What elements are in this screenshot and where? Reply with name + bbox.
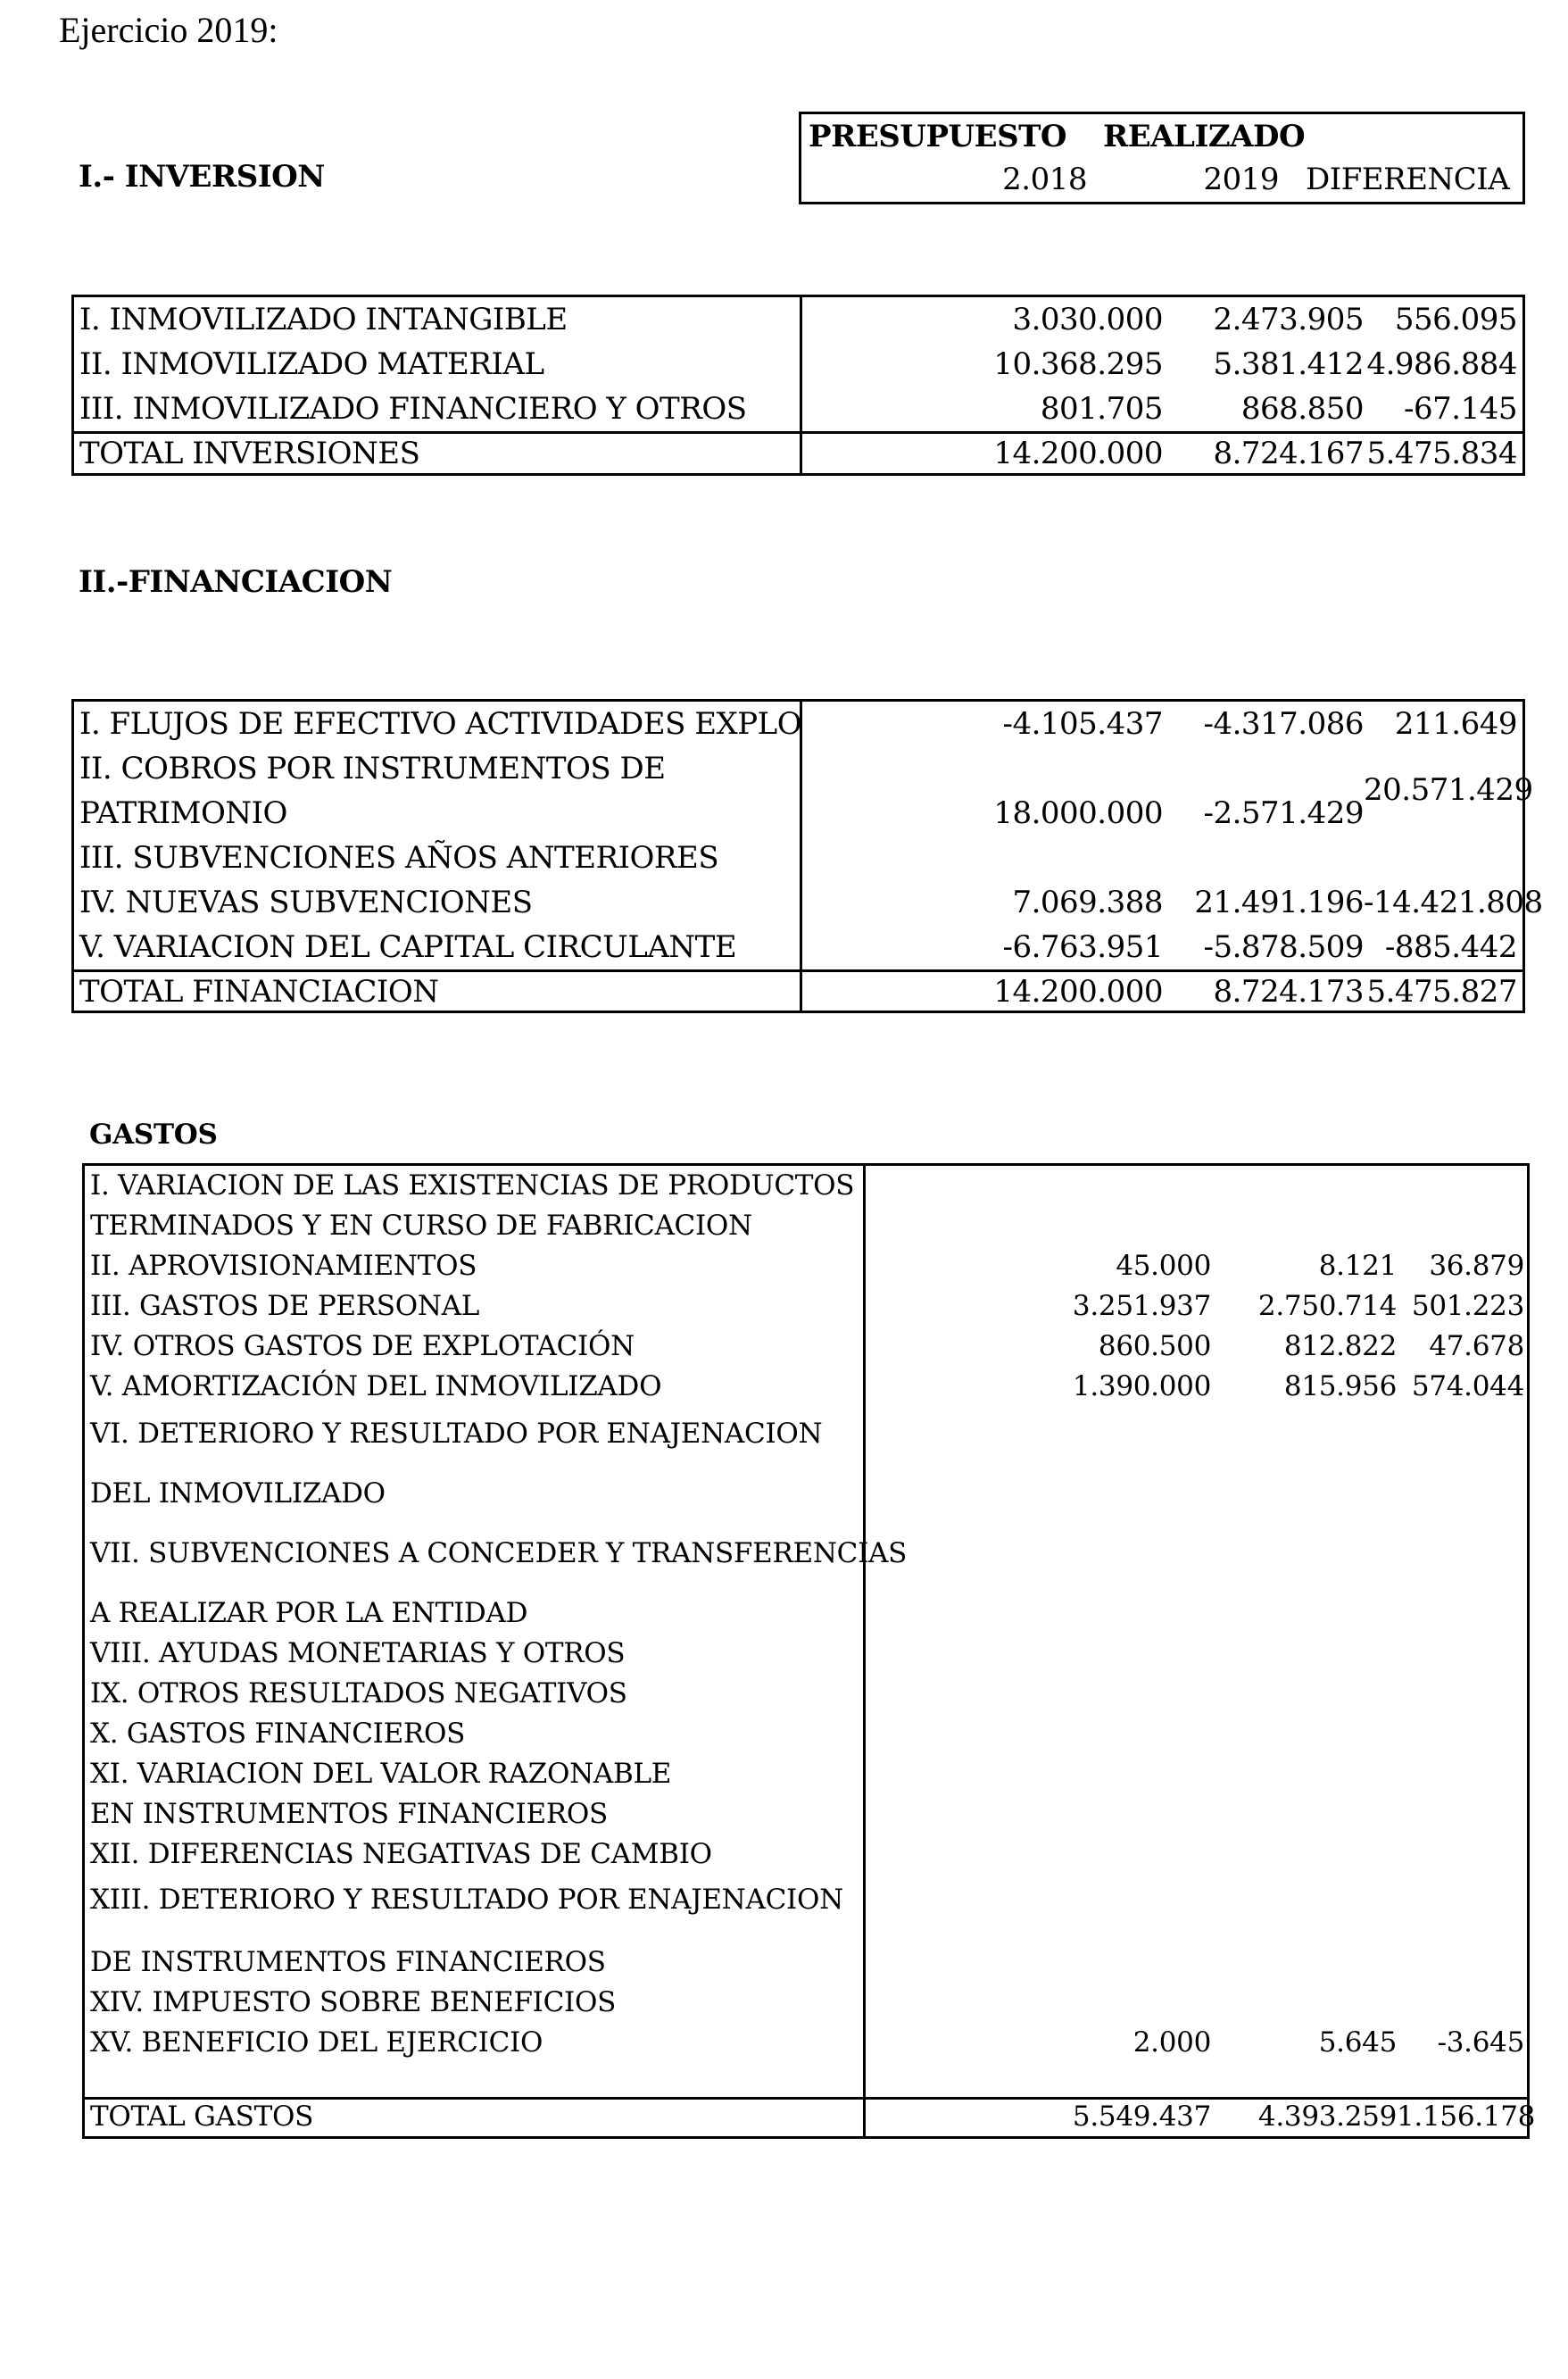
total-row — [74, 969, 1522, 1014]
gastos-table — [82, 1163, 1536, 2139]
row-label: PATRIMONIO — [79, 795, 287, 831]
row-label: VI. DETERIORO Y RESULTADO POR ENAJENACION — [90, 1418, 823, 1450]
table-row — [74, 925, 1522, 969]
table-row — [74, 880, 1543, 925]
cell-presupuesto: 14.200.000 — [993, 974, 1163, 1010]
row-label: V. AMORTIZACIÓN DEL INMOVILIZADO — [90, 1370, 662, 1402]
cell-presupuesto: 1.390.000 — [1072, 1370, 1211, 1402]
inversion-table — [71, 295, 1525, 476]
table-row — [85, 1414, 1527, 1454]
table-row — [85, 1634, 1527, 1674]
row-label: IX. OTROS RESULTADOS NEGATIVOS — [90, 1677, 627, 1709]
row-label: XV. BENEFICIO DEL EJERCICIO — [90, 2026, 543, 2059]
row-label: XII. DIFERENCIAS NEGATIVAS DE CAMBIO — [90, 1838, 712, 1870]
cell-realizado: 2.473.905 — [1213, 302, 1364, 337]
header-realizado: REALIZADO — [1103, 119, 1306, 154]
cell-diferencia: 211.649 — [1394, 706, 1517, 742]
table-row — [85, 1754, 1527, 1794]
row-label: I. VARIACION DE LAS EXISTENCIAS DE PRODUCTOS — [90, 1169, 855, 1202]
cell-diferencia: 5.475.827 — [1366, 974, 1517, 1010]
table-row — [74, 297, 1522, 342]
row-label: A REALIZAR POR LA ENTIDAD — [90, 1597, 528, 1629]
row-label: II. APROVISIONAMIENTOS — [90, 1250, 477, 1282]
row-label: VII. SUBVENCIONES A CONCEDER Y TRANSFERENCIAS — [90, 1537, 908, 1569]
row-label: VIII. AYUDAS MONETARIAS Y OTROS — [90, 1637, 626, 1669]
cell-realizado: 8.121 — [1318, 1250, 1397, 1282]
cell-presupuesto: 3.251.937 — [1072, 1290, 1211, 1322]
cell-realizado: 5.645 — [1318, 2026, 1397, 2059]
table-row — [85, 1593, 1527, 1634]
cell-diferencia: 556.095 — [1394, 302, 1517, 337]
table-row — [85, 1474, 1527, 1514]
row-label: XIII. DETERIORO Y RESULTADO POR ENAJENACION — [90, 1884, 843, 1916]
row-label: X. GASTOS FINANCIEROS — [90, 1718, 466, 1750]
row-label: III. INMOVILIZADO FINANCIERO Y OTROS — [79, 391, 747, 427]
cell-realizado: 812.822 — [1283, 1330, 1397, 1362]
financiacion-table — [71, 699, 1543, 1013]
row-label: I. FLUJOS DE EFECTIVO ACTIVIDADES EXPLO — [79, 706, 802, 742]
table-row — [74, 746, 1522, 791]
row-label: TOTAL GASTOS — [90, 2100, 314, 2133]
row-label: EN INSTRUMENTOS FINANCIEROS — [90, 1798, 608, 1830]
cell-presupuesto: 7.069.388 — [1012, 885, 1163, 920]
cell-diferencia: -3.645 — [1437, 2026, 1524, 2059]
gastos-section-title: GASTOS — [89, 1119, 218, 1151]
cell-diferencia: 4.986.884 — [1366, 346, 1517, 382]
cell-diferencia: 47.678 — [1429, 1330, 1524, 1362]
row-label: TOTAL INVERSIONES — [79, 436, 420, 471]
cell-presupuesto: 18.000.000 — [993, 795, 1163, 831]
inversion-section-title: I.- INVERSION — [79, 159, 325, 195]
row-label: IV. NUEVAS SUBVENCIONES — [79, 885, 533, 920]
table-row — [85, 1327, 1527, 1367]
table-row — [85, 1166, 1527, 1206]
cell-realizado: -5.878.509 — [1203, 929, 1364, 965]
cell-realizado: 2.750.714 — [1257, 1290, 1397, 1322]
cell-realizado: 815.956 — [1283, 1370, 1397, 1402]
cell-diferencia: 5.475.834 — [1366, 436, 1517, 471]
row-label: TERMINADOS Y EN CURSO DE FABRICACION — [90, 1210, 752, 1242]
table-row — [74, 702, 1522, 746]
row-label: TOTAL FINANCIACION — [79, 974, 439, 1010]
table-row — [85, 1206, 1527, 1246]
cell-realizado: 868.850 — [1240, 391, 1364, 427]
table-row — [85, 1714, 1527, 1754]
table-row — [85, 1534, 1527, 1574]
table-row — [85, 1286, 1527, 1327]
cell-realizado: 21.491.196 — [1194, 885, 1364, 920]
table-row — [85, 1246, 1527, 1286]
cell-presupuesto: 801.705 — [1040, 391, 1163, 427]
cell-realizado: 4.393.259 — [1257, 2100, 1397, 2133]
cell-realizado: -4.317.086 — [1203, 706, 1364, 742]
header-year-presupuesto: 2.018 — [1002, 162, 1087, 197]
table-row — [74, 772, 1533, 836]
cell-diferencia: -885.442 — [1384, 929, 1517, 965]
cell-diferencia: 20.571.429 — [1364, 772, 1533, 808]
cell-presupuesto: 3.030.000 — [1012, 302, 1163, 337]
row-label: XIV. IMPUESTO SOBRE BENEFICIOS — [90, 1986, 617, 2018]
cell-presupuesto: 10.368.295 — [993, 346, 1163, 382]
table-row — [85, 1942, 1527, 1983]
table-row — [85, 1674, 1527, 1714]
table-row — [85, 1834, 1527, 1875]
row-label: DEL INMOVILIZADO — [90, 1477, 386, 1510]
row-label: III. GASTOS DE PERSONAL — [90, 1290, 480, 1322]
cell-presupuesto: 2.000 — [1132, 2026, 1211, 2059]
row-label: II. COBROS POR INSTRUMENTOS DE — [79, 751, 666, 786]
row-label: DE INSTRUMENTOS FINANCIEROS — [90, 1946, 606, 1978]
cell-diferencia: 1.156.178 — [1397, 2100, 1536, 2133]
table-row — [74, 342, 1522, 387]
header-year-realizado: 2019 — [1203, 162, 1279, 197]
table-row — [74, 836, 1522, 880]
column-header-box — [799, 112, 1525, 204]
total-row — [85, 2097, 1536, 2137]
total-row — [74, 431, 1522, 476]
header-presupuesto: PRESUPUESTO — [809, 119, 1067, 154]
cell-realizado: -2.571.429 — [1203, 795, 1364, 831]
table-row — [85, 1794, 1527, 1834]
cell-diferencia: -14.421.808 — [1364, 885, 1543, 920]
cell-realizado: 8.724.173 — [1213, 974, 1364, 1010]
row-label: V. VARIACION DEL CAPITAL CIRCULANTE — [79, 929, 737, 965]
header-diferencia: DIFERENCIA — [1306, 162, 1510, 197]
table-row — [85, 2023, 1527, 2063]
page-title: Ejercicio 2019: — [59, 10, 278, 50]
cell-diferencia: 501.223 — [1411, 1290, 1524, 1322]
cell-diferencia: 574.044 — [1411, 1370, 1524, 1402]
table-row — [85, 1983, 1527, 2023]
financiacion-section-title: II.-FINANCIACION — [79, 564, 393, 600]
cell-presupuesto: 14.200.000 — [993, 436, 1163, 471]
table-row — [85, 1367, 1527, 1407]
row-label: I. INMOVILIZADO INTANGIBLE — [79, 302, 568, 337]
cell-realizado: 5.381.412 — [1213, 346, 1364, 382]
cell-presupuesto: 860.500 — [1098, 1330, 1211, 1362]
table-row — [74, 387, 1522, 431]
row-label: III. SUBVENCIONES AÑOS ANTERIORES — [79, 840, 719, 876]
row-label: IV. OTROS GASTOS DE EXPLOTACIÓN — [90, 1330, 635, 1362]
cell-presupuesto: 5.549.437 — [1072, 2100, 1211, 2133]
table-row — [85, 1880, 1527, 1920]
row-label: XI. VARIACION DEL VALOR RAZONABLE — [90, 1758, 672, 1790]
cell-presupuesto: -6.763.951 — [1002, 929, 1163, 965]
cell-realizado: 8.724.167 — [1213, 436, 1364, 471]
cell-diferencia: 36.879 — [1429, 1250, 1524, 1282]
cell-presupuesto: 45.000 — [1116, 1250, 1211, 1282]
cell-diferencia: -67.145 — [1404, 391, 1517, 427]
row-label: II. INMOVILIZADO MATERIAL — [79, 346, 544, 382]
cell-presupuesto: -4.105.437 — [1002, 706, 1163, 742]
